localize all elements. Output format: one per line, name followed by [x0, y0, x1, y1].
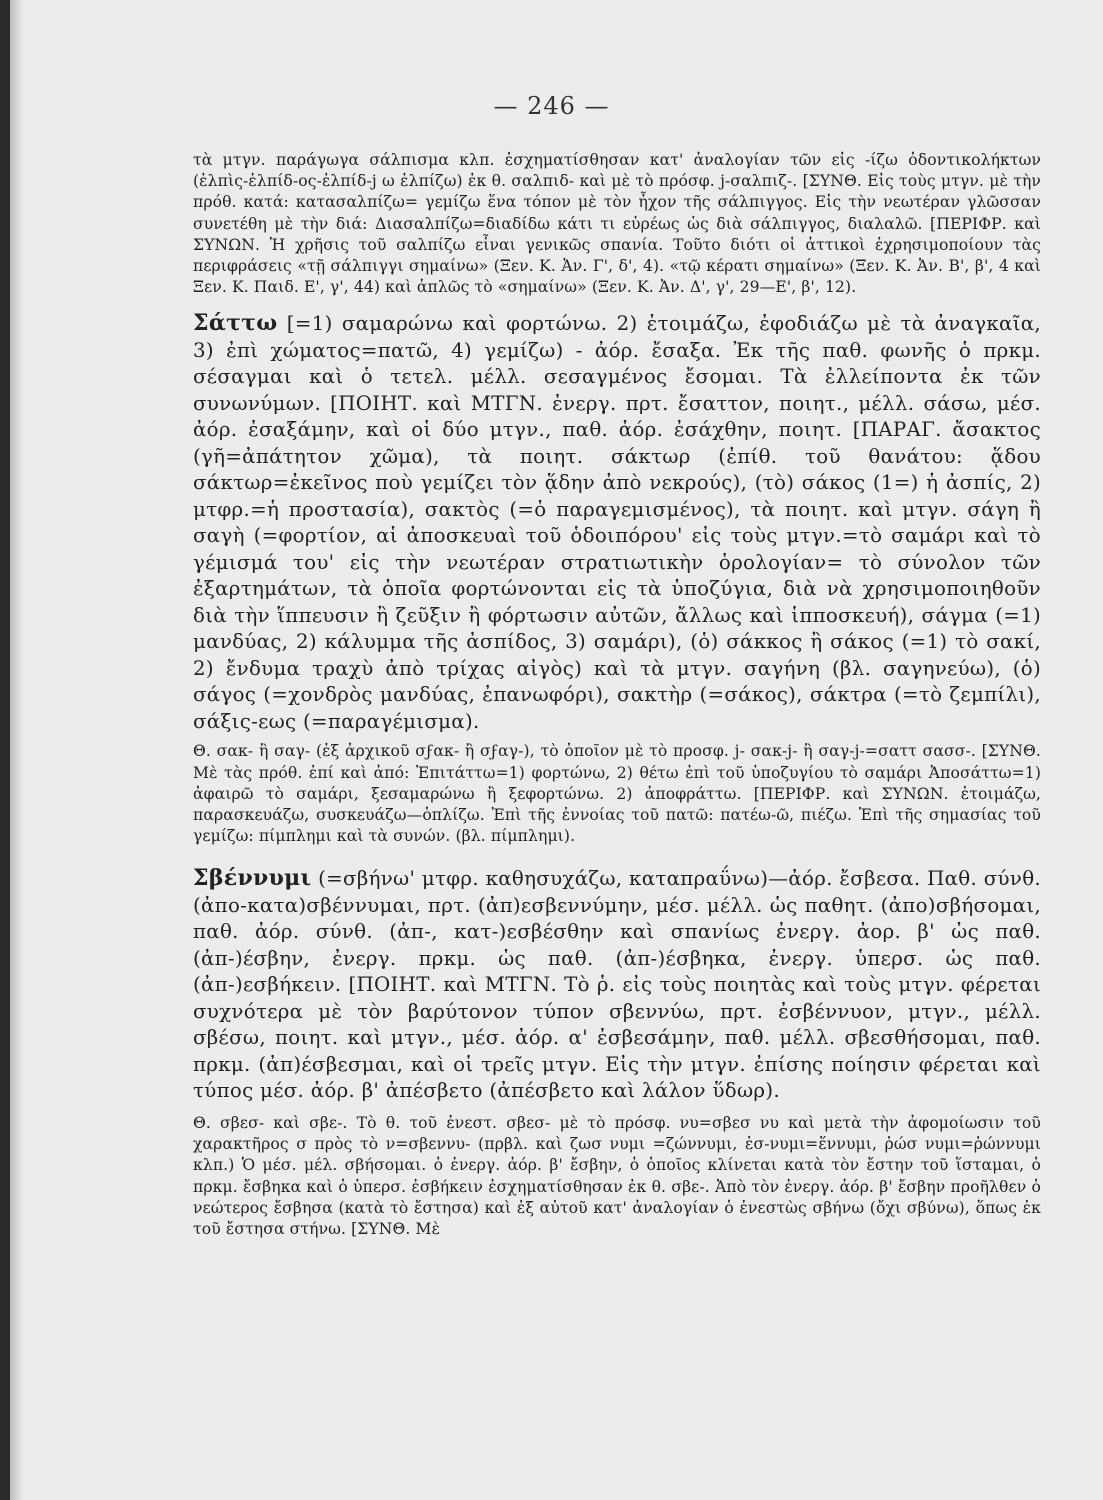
entry-sbennymi [193, 865, 1041, 1105]
salpizo-etymology-note: τὰ μτγν. παράγωγα σάλπισμα κλπ. ἐσχηματίσθησαν κατ' ἀναλογίαν τῶν εἰς -ίζω ὀδοντικολήκτων (ἐλπὶς-ἐλπίδ-ος-ἐλπίδ-j ω ἐλπίζω) ἐκ θ. σαλπιδ- καὶ μὲ τὸ πρόσφ. j-σαλπιζ-. [ΣΥΝΘ. Εἰς τοὺς μτγν. μὲ τὴν πρόθ. κατά: κατασαλπίζω= γεμίζω ἕνα τόπον μὲ τὸν ἦχον τῆς σάλπιγγος. Εἰς τὴν νεωτέραν γλῶσσαν συνετέθη μὲ τὴν διά: Διασαλπίζω=διαδίδω κάτι τι εὐρέως ὡς διὰ σάλπιγγος, διαλαλῶ. [ΠΕΡΙΦΡ. καὶ ΣΥΝΩΝ. Ἡ χρῆσις τοῦ σαλπίζω εἶναι γενικῶς σπανία. Τοῦτο διότι οἱ ἀττικοὶ ἐχρησιμοποίουν τὰς περιφράσεις «τῇ σάλπιγγι σημαίνω» (Ξεν. Κ. Ἀν. Γ', δ', 4). «τῷ κέρατι σημαίνω» (Ξεν. Κ. Ἀν. Β', β', 4 καὶ Ξεν. Κ. Παιδ. Ε', γ', 44) καὶ ἁπλῶς τὸ «σημαίνω» (Ξεν. Κ. Ἀν. Δ', γ', 29—Ε', β', 12). [193, 151, 1041, 297]
page-fold-shadow [10, 0, 24, 1500]
page-number: — 246 — [493, 92, 610, 120]
satto-etymology-note: Θ. σακ- ἢ σαγ- (ἐξ ἀρχικοῦ σϝακ- ἢ σϝαγ-), τὸ ὁποῖον μὲ τὸ προσφ. j- σακ-j- ἢ σαγ-j-=σαττ σασσ-. [ΣΥΝΘ. Μὲ τὰς πρόθ. ἐπί καὶ ἀπό: Ἐπιτάττω=1) φορτώνω, 2) θέτω ἐπὶ τοῦ ὑποζυγίου τὸ σαμάρι Ἀποσάττω=1) ἀφαιρῶ τὸ σαμάρι, ξεσαμαρώνω ἢ ξεφορτώνω. 2) ἀποφράττω. [ΠΕΡΙΦΡ. καὶ ΣΥΝΩΝ. ἑτοιμάζω, παρασκευάζω, συσκευάζω—ὁπλίζω. Ἐπὶ τῆς ἐννοίας τοῦ πατῶ: πατέω-ῶ, πιέζω. Ἐπὶ τῆς σημασίας τοῦ γεμίζω: πίμπλημι καὶ τὰ συνών. (βλ. πίμπλημι). [193, 742, 1041, 846]
scan-left-edge [0, 0, 10, 1500]
sbennymi-etymology-note: Θ. σβεσ- καὶ σβε-. Τὸ θ. τοῦ ἐνεστ. σβεσ- μὲ τὸ πρόσφ. νυ=σβεσ νυ καὶ μετὰ τὴν ἀφομοίωσιν τοῦ χαρακτῆρος σ πρὸς τὸ ν=σβεννυ- (πρβλ. καὶ ζωσ νυμι =ζώννυμι, ἑσ-νυμι=ἕννυμι, ῥώσ νυμι=ῥώννυμι κλπ.) Ὁ μέσ. μέλ. σβήσομαι. ὁ ἐνεργ. ἀόρ. β' ἔσβην, ὁ ὁποῖος κλίνεται κατὰ τὸν ἔστην τοῦ ἵσταμαι, ὁ πρκμ. ἔσβηκα καὶ ὁ ὑπερσ. ἐσβήκειν ἐσχηματίσθησαν ἐκ θ. σβε-. Ἀπὸ τὸν ἐνεργ. ἀόρ. β' ἔσβην προῆλθεν ὁ νεώτερος ἔσβησα (κατὰ τὸ ἔστησα) καὶ ἐξ αὐτοῦ κατ' ἀναλογίαν ὁ ἐνεστὼς σβήνω (ὄχι σβύνω), ὅπως ἐκ τοῦ ἔστησα στήνω. [ΣΥΝΘ. Μὲ [193, 1113, 1041, 1238]
entry-satto-body: [=1) σαμαρώνω καὶ φορτώνω. 2) ἑτοιμάζω, ἐφοδιάζω μὲ τὰ ἀναγκαῖα, 3) ἐπὶ χώματος=πατῶ, 4) γεμίζω) - ἀόρ. ἔσαξα. Ἐκ τῆς παθ. φωνῆς ὁ πρκμ. σέσαγμαι καὶ ὁ τετελ. μέλλ. σεσαγμένος ἔσομαι. Τὰ ἐλλείποντα ἐκ τῶν συνωνύμων. [ΠΟΙΗΤ. καὶ ΜΤΓΝ. ἐνεργ. πρτ. ἔσαττον, ποιητ., μέλλ. σάσω, μέσ. ἀόρ. ἐσαξάμην, καὶ οἱ δύο μτγν., παθ. ἀόρ. ἐσάχθην, ποιητ. [ΠΑΡΑΓ. ἄσακτος (γῆ=ἀπάτητον χῶμα), τὰ ποιητ. σάκτωρ (ἐπίθ. τοῦ θανάτου: ᾅδου σάκτωρ=ἐκεῖνος ποὺ γεμίζει τὸν ᾅδην ἀπὸ νεκρούς), (τὸ) σάκος (1=) ἡ ἀσπίς, 2) μτφρ.=ἡ προστασία), σακτὸς (=ὁ παραγεμισμένος), τὰ ποιητ. καὶ μτγν. σάγη ἢ σαγὴ (=φορτίον, αἱ ἀποσκευαὶ τοῦ ὁδοιπόρου' εἰς τοὺς μτγν.=τὸ σαμάρι καὶ τὸ γέμισμά του' εἰς τὴν νεωτέραν στρατιωτικὴν ὁρολογίαν= τὸ σύνολον τῶν ἐξαρτημάτων, τὰ ὁποῖα φορτώνονται εἰς τὰ ὑποζύγια, διὰ νὰ χρησιμοποιηθοῦν διὰ τὴν ἵππευσιν ἢ ζεῦξιν ἢ φόρτωσιν αὐτῶν, ἄλλως καὶ ἱπποσκευή), σάγμα (=1) μανδύας, 2) κάλυμμα τῆς ἀσπίδος, 3) σαμάρι), (ὁ) σάκκος ἢ σάκος (=1) τὸ σακί, 2) ἔνδυμα τραχὺ ἀπὸ τρίχας αἰγὸς) καὶ τὰ μτγν. σαγήνη (βλ. σαγηνεύω), (ὁ) σάγος (=χονδρὸς μανδύας, ἐπανωφόρι), σακτὴρ (=σάκος), σάκτρα (=τὸ ζεμπίλι), σάξις-εως (=παραγέμισμα). [193, 312, 1041, 733]
page-content [193, 150, 1041, 1240]
entry-sbennymi-body: (=σβήνω' μτφρ. καθησυχάζω, καταπραΰνω)—ἀόρ. ἔσβεσα. Παθ. σύνθ. (ἀπο-κατα)σβέννυμαι, πρτ. (ἀπ)εσβεννύμην, μέσ. μέλλ. ὡς παθητ. (ἀπο)σβήσομαι, παθ. ἀόρ. σύνθ. (ἀπ-, κατ-)εσβέσθην καὶ σπανίως ἐνεργ. ἀορ. β' ὡς παθ. (ἀπ-)έσβην, ἐνεργ. πρκμ. ὡς παθ. (ἀπ-)έσβηκα, ἐνεργ. ὑπερσ. ὡς παθ. (ἀπ-)εσβήκειν. [ΠΟΙΗΤ. καὶ ΜΤΓΝ. Τὸ ῥ. εἰς τοὺς ποιητὰς καὶ τοὺς μτγν. φέρεται συχνότερα μὲ τὸν βαρύτονον τύπον σβεννύω, πρτ. ἐσβέννυον, μτγν., μέλλ. σβέσω, ποιητ. καὶ μτγν., μέσ. ἀόρ. α' ἐσβεσάμην, παθ. μέλλ. σβεσθήσομαι, παθ. πρκμ. (ἀπ)έσβεσμαι, καὶ οἱ τρεῖς μτγν. Εἰς τὴν μτγν. ἐπίσης ποίησιν φέρεται καὶ τύπος μέσ. ἀόρ. β' ἀπέσβετο (ἀπέσβετο καὶ λάλον ὕδωρ). [193, 867, 1041, 1103]
entry-sbennymi-lemma: Σβέννυμι [193, 865, 312, 892]
entry-satto-lemma: Σάττω [193, 310, 278, 337]
entry-satto [193, 310, 1041, 735]
